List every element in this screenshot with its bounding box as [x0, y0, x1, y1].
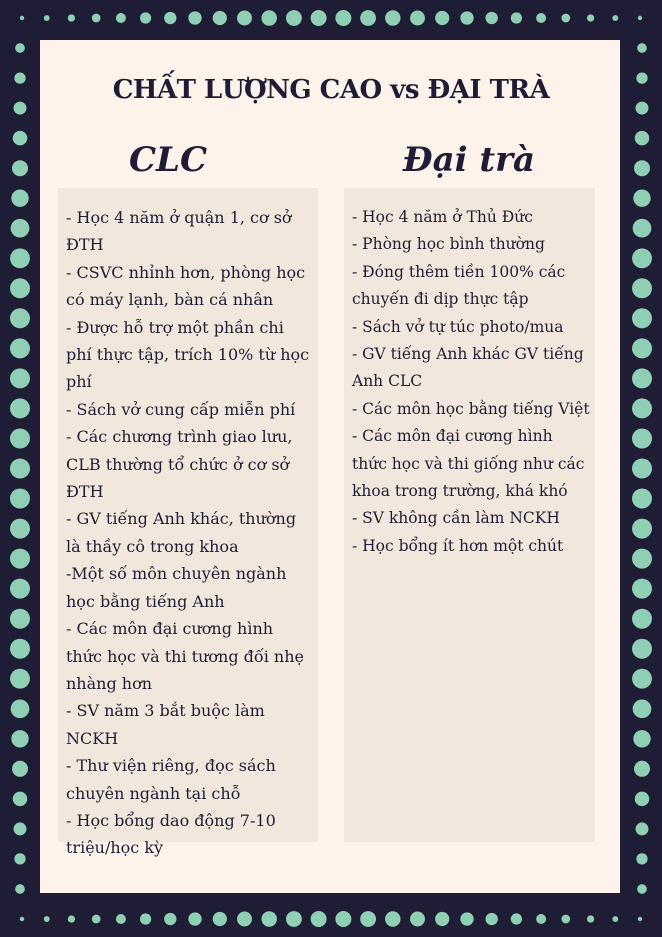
border-dot: [632, 429, 652, 449]
border-dot: [10, 429, 30, 449]
border-dot: [486, 12, 498, 24]
border-dot: [237, 912, 252, 927]
border-dot: [237, 11, 252, 26]
list-item: - Được hỗ trợ một phần chi phí thực tập, trích 10% từ học phí: [66, 317, 310, 392]
border-dot: [632, 609, 652, 629]
border-dot: [10, 368, 30, 388]
column-heading-clc: CLC: [128, 140, 208, 180]
border-dot: [637, 43, 647, 53]
border-dot: [633, 730, 650, 747]
border-dot: [536, 13, 546, 23]
border-dot: [10, 609, 30, 629]
border-dot: [511, 12, 522, 23]
list-item: - SV năm 3 bắt buộc làm NCKH: [66, 701, 265, 748]
border-dot: [637, 884, 647, 894]
border-dot: [360, 10, 376, 26]
border-dot: [632, 549, 652, 569]
border-dot: [636, 853, 647, 864]
border-dot: [511, 913, 522, 924]
border-dot: [633, 219, 652, 238]
border-dot: [587, 915, 594, 922]
border-dot: [213, 912, 227, 926]
border-dot: [486, 913, 498, 925]
border-dot: [385, 10, 400, 25]
border-dot: [311, 911, 327, 927]
list-item: -Một số môn chuyên ngành học bằng tiếng Anh: [66, 564, 287, 611]
clc-panel: [58, 188, 318, 858]
border-dot: [10, 549, 30, 569]
list-item: - Phòng học bình thường: [352, 235, 545, 254]
border-dot: [14, 822, 27, 835]
border-dot: [335, 10, 351, 26]
list-item: - Học bổng ít hơn một chút: [352, 536, 564, 555]
border-dot: [632, 398, 652, 418]
border-dot: [561, 915, 570, 924]
border-dot: [10, 519, 30, 539]
list-item: - SV không cần làm NCKH: [352, 509, 560, 528]
border-dot: [587, 14, 594, 21]
border-dot: [632, 519, 652, 539]
border-dot: [13, 792, 28, 807]
border-dot: [261, 10, 276, 25]
border-dot: [13, 131, 28, 146]
border-dot: [10, 308, 30, 328]
border-dot: [92, 14, 101, 23]
list-item: - GV tiếng Anh khác, thường là thầy cô trong khoa: [66, 509, 297, 556]
border-dot: [632, 248, 652, 268]
border-dot: [10, 248, 30, 268]
border-dot: [10, 398, 30, 418]
border-dot: [11, 190, 28, 207]
border-dot: [10, 579, 30, 599]
column-heading-dai-tra: Đại trà: [402, 140, 536, 180]
border-dot: [632, 308, 652, 328]
list-item: - Các môn đại cương hình thức học và thi giống như các khoa trong trường, khá khó: [352, 427, 585, 501]
border-dot: [140, 12, 151, 23]
border-dot: [11, 730, 28, 747]
border-dot: [635, 131, 650, 146]
border-dot: [561, 14, 570, 23]
border-dot: [12, 160, 28, 176]
page-title: CHẤT LƯỢNG CAO vs ĐẠI TRÀ: [112, 75, 550, 105]
border-dot: [634, 761, 650, 777]
border-dot: [20, 16, 24, 20]
border-dot: [140, 913, 151, 924]
clc-list: [66, 204, 314, 862]
border-dot: [632, 368, 652, 388]
border-dot: [635, 792, 650, 807]
border-dot: [15, 43, 25, 53]
border-dot: [638, 16, 642, 20]
border-dot: [261, 911, 276, 926]
border-dot: [10, 278, 30, 298]
list-item: - Học 4 năm ở quận 1, cơ sở ĐTH: [66, 208, 292, 255]
border-dot: [11, 699, 30, 718]
border-dot: [360, 911, 376, 927]
border-dot: [188, 11, 201, 24]
border-dot: [632, 278, 652, 298]
border-dot: [15, 884, 25, 894]
border-dot: [435, 912, 449, 926]
border-dot: [10, 338, 30, 358]
border-dot: [44, 15, 50, 21]
border-dot: [633, 699, 652, 718]
border-dot: [636, 822, 649, 835]
border-dot: [10, 459, 30, 479]
border-dot: [460, 912, 473, 925]
border-dot: [311, 10, 327, 26]
border-dot: [44, 916, 50, 922]
border-dot: [14, 853, 25, 864]
border-dot: [634, 160, 650, 176]
border-dot: [92, 915, 101, 924]
list-item: - Các chương trình giao lưu, CLB thường tổ chức ở cơ sở ĐTH: [66, 427, 293, 502]
border-dot: [10, 669, 30, 689]
border-dot: [410, 912, 425, 927]
border-dot: [188, 912, 201, 925]
border-dot: [435, 11, 449, 25]
border-dot: [612, 916, 618, 922]
list-item: - Sách vở cung cấp miễn phí: [66, 399, 296, 419]
border-dot: [632, 338, 652, 358]
border-dot: [536, 914, 546, 924]
border-dot: [410, 11, 425, 26]
border-dot: [213, 11, 227, 25]
border-dot: [164, 913, 176, 925]
list-item: - CSVC nhỉnh hơn, phòng học có máy lạnh, bàn cá nhân: [66, 262, 306, 310]
border-dot: [164, 12, 176, 24]
border-dot: [335, 911, 351, 927]
border-dot: [632, 459, 652, 479]
dai-tra-list: [352, 204, 591, 560]
border-dot: [286, 911, 302, 927]
border-dot: [385, 911, 400, 926]
border-dot: [632, 489, 652, 509]
border-dot: [460, 11, 473, 24]
border-dot: [612, 15, 618, 21]
border-dot: [632, 639, 652, 659]
border-dot: [116, 13, 126, 23]
list-item: - Sách vở tự túc photo/mua: [352, 317, 564, 336]
list-item: - Đóng thêm tiền 100% các chuyến đi dịp thực tập: [352, 262, 566, 309]
border-dot: [10, 489, 30, 509]
dai-tra-panel: [344, 188, 595, 842]
list-item: - GV tiếng Anh khác GV tiếng Anh CLC: [352, 345, 584, 391]
list-item: - Học 4 năm ở Thủ Đức: [352, 208, 533, 226]
border-dot: [68, 14, 75, 21]
list-item: - Các môn đại cương hình thức học và thi tương đối nhẹ nhàng hơn: [66, 619, 304, 693]
list-item: - Các môn học bằng tiếng Việt: [352, 399, 590, 418]
border-dot: [116, 914, 126, 924]
border-dot: [286, 10, 302, 26]
border-dot: [20, 917, 24, 921]
border-dot: [633, 190, 650, 207]
border-dot: [11, 219, 30, 238]
border-dot: [632, 579, 652, 599]
border-dot: [12, 761, 28, 777]
border-dot: [638, 917, 642, 921]
list-item: - Thư viện riêng, đọc sách chuyên ngành tại chỗ: [66, 756, 276, 803]
border-dot: [68, 915, 75, 922]
list-item: - Học bổng dao động 7-10 triệu/học kỳ: [66, 810, 276, 858]
border-dot: [10, 639, 30, 659]
border-dot: [632, 669, 652, 689]
